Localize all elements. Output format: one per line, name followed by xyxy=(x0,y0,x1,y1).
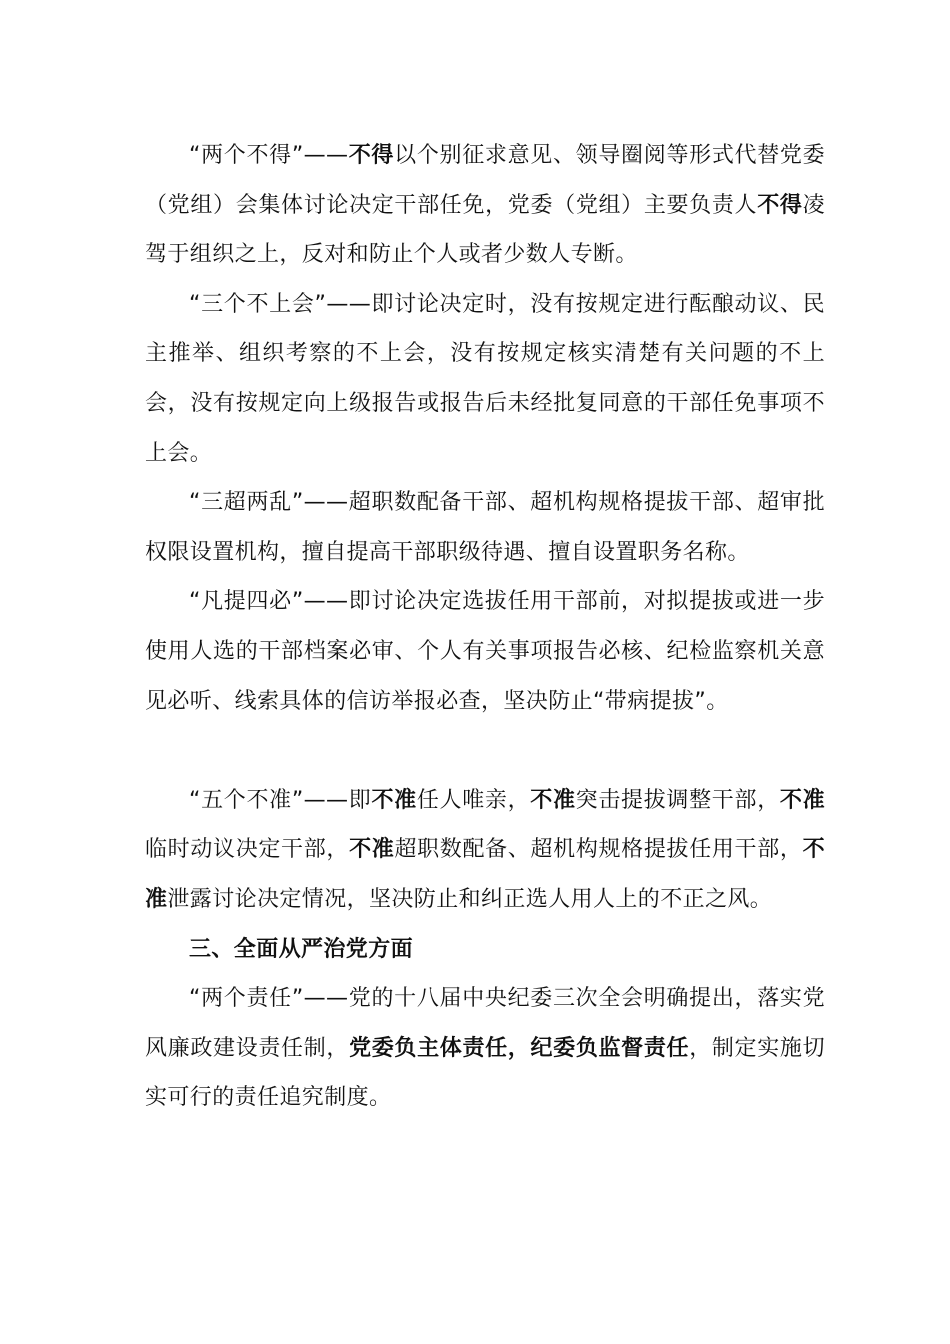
bold-text-segment: 不准 xyxy=(349,837,395,863)
text-segment: “三超两乱”——超职数配备干部、超机构规格提拔干部、超审批权限设置机构，擅自提高干部职级待遇、擅自设置职务名称。 xyxy=(145,490,825,565)
bold-text-segment: 不准 xyxy=(779,787,825,813)
bold-text-segment: 不准 xyxy=(371,787,417,813)
paragraph-four-musts xyxy=(145,577,825,726)
text-segment: “两个责任”——党的十八届中央纪委三次全会明确提出，落实党风廉政建设责任制， xyxy=(145,986,825,1061)
text-segment: 突击提拔调整干部， xyxy=(575,787,780,813)
text-segment: ，制定实施切实可行的责任追究制度。 xyxy=(145,1035,825,1111)
text-segment: “两个不得”—— xyxy=(189,143,349,168)
paragraph-three-exceed-two-chaos xyxy=(145,478,825,577)
text-segment: 凌驾于组织之上，反对和防止个人或者少数人专断。 xyxy=(145,192,825,268)
text-segment: 任人唯亲， xyxy=(416,787,531,813)
text-segment: 泄露讨论决定情况，坚决防止和纠正选人用人上的不正之风。 xyxy=(167,886,773,912)
text-segment: 以个别征求意见、领导圈阅等形式代替党委（党组）会集体讨论决定干部任免，党委（党组）主要负责人 xyxy=(145,143,825,218)
bold-text-segment: 不准 xyxy=(145,837,825,912)
text-segment: 超职数配备、超机构规格提拔任用干部， xyxy=(394,837,803,863)
paragraph-two-responsibilities xyxy=(145,974,825,1123)
paragraph-three-not-on-agenda xyxy=(145,280,825,478)
text-segment: “三个不上会”——即讨论决定时，没有按规定进行酝酿动议、民主推举、组织考察的不上会，没有按规定核实清楚有关问题的不上会，没有按规定向上级报告或报告后未经批复同意的干部任免事项不上会。 xyxy=(145,291,825,466)
text-segment: 临时动议决定干部， xyxy=(145,837,350,863)
bold-text-segment: 党委负主体责任，纪委负监督责任 xyxy=(349,1035,690,1061)
paragraph-two-not-allowed xyxy=(145,131,825,280)
paragraph-five-prohibitions xyxy=(145,776,825,925)
blank-line xyxy=(145,726,825,776)
document-page xyxy=(145,131,825,1123)
bold-text-segment: 不得 xyxy=(757,192,803,218)
bold-text-segment: 不准 xyxy=(530,787,576,813)
section-heading: 三、全面从严治党方面 xyxy=(189,936,414,962)
text-segment: “凡提四必”——即讨论决定选拔任用干部前，对拟提拔或进一步使用人选的干部档案必审、个人有关事项报告必核、纪检监察机关意见必听、线索具体的信访举报必查，坚决防止“带病提拔”。 xyxy=(145,589,825,714)
text-segment: “五个不准”——即 xyxy=(189,787,372,813)
bold-text-segment: 不得 xyxy=(348,143,395,168)
